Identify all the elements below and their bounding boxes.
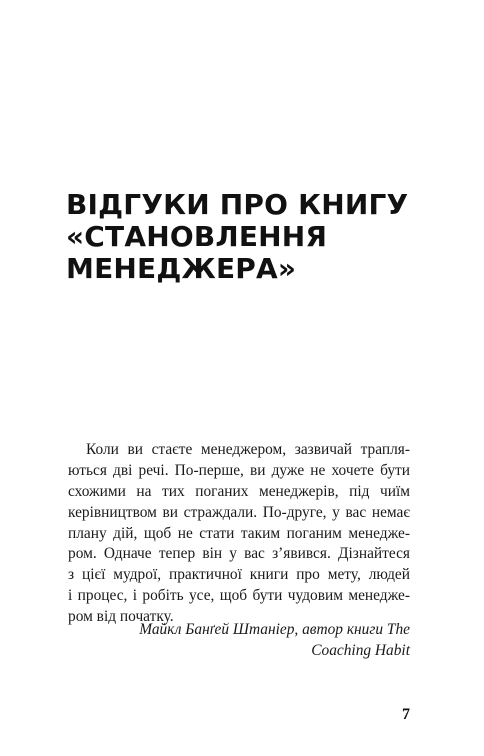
title-line-1: ВІДГУКИ ПРО КНИГУ	[66, 187, 409, 221]
page-title	[66, 189, 426, 285]
review-line: Коли ви стаєте менеджером, зазвичай трапля-	[86, 441, 410, 458]
review-line: схожими на тих поганих менеджерів, під чиїм	[68, 482, 410, 500]
review-line: ром. Одначе тепер він у вас з’явився. Дізнайтеся	[68, 545, 410, 563]
title-line-3: МЕНЕДЖЕРА»	[66, 251, 297, 285]
review-line: ються дві речі. По-перше, ви дуже не хочете бути	[68, 461, 410, 479]
attribution-line-1: Майкл Банґей Штаніер, автор книги The	[139, 621, 410, 638]
review-line: плану дій, щоб не стати таким поганим менедже-	[68, 524, 410, 542]
review-attribution	[139, 620, 410, 662]
attribution-line-2: Coaching Habit	[311, 641, 410, 659]
page-number: 7	[402, 706, 410, 723]
review-line: з цієї мудрої, практичної книги про мету, людей	[68, 566, 410, 584]
review-paragraph	[68, 440, 410, 628]
review-line: керівництвом ви страждали. По-друге, у вас немає	[68, 503, 410, 521]
review-line: і процес, і робіть усе, щоб бути чудовим менедже-	[68, 587, 410, 605]
title-line-2: «СТАНОВЛЕННЯ	[66, 219, 328, 253]
review-line: ром від початку.	[68, 608, 174, 626]
